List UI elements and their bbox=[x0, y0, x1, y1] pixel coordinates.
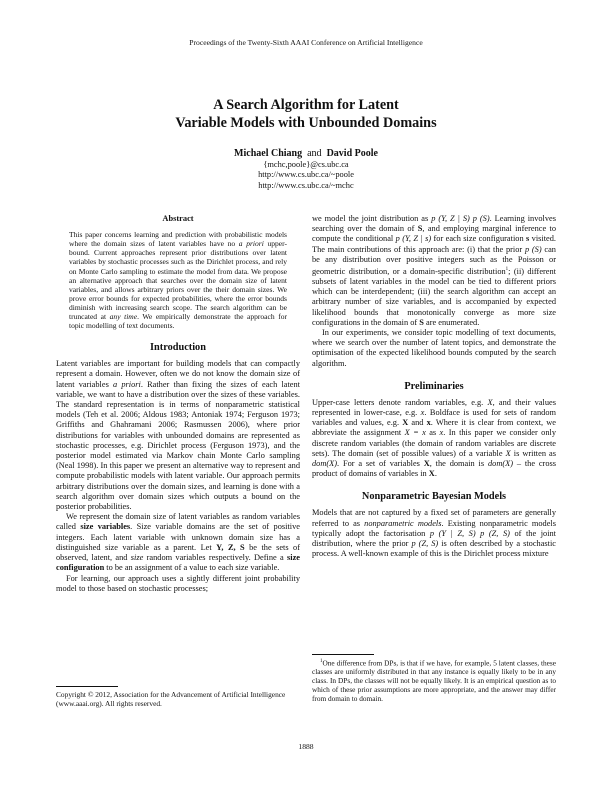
section-heading-preliminaries: Preliminaries bbox=[404, 380, 464, 392]
preliminaries-paragraph: Upper-case letters denote random variables, e.g. X, and their values represented in lower-case, e.g. x. Boldface is used for sets of random variables and values, e.g. X and x. Where it is clear from context, we abbreviate the assignment X = x as x. In this paper we consider only discrete random variables (the domain of random variables are discrete sets). The domain (set of possible values) of a variable X is written as dom(X). For a set of variables X, the domain is dom(X) – the cross product of domains of variables in X. bbox=[312, 397, 557, 479]
footnote-rule-right bbox=[312, 654, 374, 655]
section-heading-nonparametric: Nonparametric Bayesian Models bbox=[361, 491, 507, 503]
intro-paragraph-3-start: For learning, our approach uses a sightly different joint probability model to those based on stochastic processes; bbox=[56, 573, 300, 593]
author-conjunction: and bbox=[307, 148, 322, 159]
abstract-heading: Abstract bbox=[162, 214, 194, 223]
footnote-mark: 1 bbox=[320, 659, 323, 664]
right-column bbox=[312, 214, 556, 559]
abstract-text: This paper concerns learning and prediction with probabilistic models where the domain sizes of latent variables have no a priori upper-bound. Current approaches represent prior distributions over latent variables by stochastic processes such as the Dirichlet process, and rely on Monte Carlo sampling to estimate the model from data. We propose an alternative approach that searches over the domain size of latent variables, and allows arbitrary priors over the their domain sizes. We prove error bounds for expected probabilities, where the error bounds diminish with increasing search scope. The search algorithm can be truncated at any time. We empirically demonstrate the approach for topic modelling of text documents. bbox=[69, 230, 287, 331]
author-url-1[interactable]: http://www.cs.ubc.ca/~poole bbox=[258, 170, 354, 180]
author-email: {mchc,poole}@cs.ubc.ca bbox=[263, 160, 349, 169]
nonparametric-paragraph: Models that are not captured by a fixed set of parameters are generally referred to as nonparametric models. Existing nonparametric models typically adopt the factorisation p (Y | Z, S) p (Z, S) of the joint distribution, where the prior p (Z, S) is often described by a stochastic process. A well-known example of this is the Dirichlet process mixture bbox=[312, 508, 557, 559]
intro-paragraph-4: In our experiments, we consider topic modelling of text documents, where we search over the number of latent topics, and demonstrate the optimisation of the expected likelihood bounds computed by the search algorithm. bbox=[312, 328, 556, 368]
paper-title bbox=[0, 96, 612, 132]
author-url-2[interactable]: http://www.cs.ubc.ca/~mchc bbox=[258, 180, 354, 190]
intro-paragraph-3-cont: we model the joint distribution as p (Y, Z | S) p (S). Learning involves searching over the domain of S, and employing marginal inference to compute the conditional p (Y, Z | s) for each size configuration s visited. The main contributions of this approach are: (i) that the prior p (S) can be any distribution over positive integers such as the Poisson or geometric distribution, or a domain-specific distribution$^1$; (ii) different subsets of latent variables in the model can be tied to different priors which can be interdependent; (iii) the search algorithm can accept an arbitrary number of size variables, and is accompanied by expected likelihood bounds that monotonically converge as more size configurations in the domain of S are enumerated. bbox=[312, 214, 556, 327]
title-line-2: Variable Models with Unbounded Domains bbox=[175, 115, 437, 131]
intro-paragraph-2: We represent the domain size of latent variables as random variables called size variables. Size variable domains are the set of positive integers. Each latent variable with unknown domain size has a distinguished size variable as a parent. Let Y, Z, S be the sets of observed, latent, and size random variables respectively. Define a size configuration to be an assignment of a value to each size variable. bbox=[56, 512, 300, 573]
page-number: 1888 bbox=[298, 742, 314, 751]
section-heading-introduction: Introduction bbox=[150, 342, 206, 354]
footnote-text: $^1$One difference from DPs, is that if we have, for example, 5 latent classes, these classes are uniformly distributed in that any instance is equally likely to be in any class. In DPs, the classes will not be equally likely. It is an empirical question as to which of these prior assumptions are more appropriate, and the answer may differ from domain to domain. bbox=[312, 658, 556, 704]
intro-paragraph-1: Latent variables are important for building models that can compactly represent a domain. However, often we do not know the domain size of latent variables a priori. Rather than fixing the sizes of each latent variable, we want to have a distribution over the sizes of these variables. The standard representation is in terms of nonparametric statistical models (Teh et al. 2006; Aldous 1983; Antoniak 1974; Ferguson 1973; Griffiths and Ghahramani 2006; Rasmussen 2006), where prior distributions for variables with unbounded domains are represented as stochastic processes, e.g. Dirichlet process (Ferguson 1973), and the posterior model estimated via Markov chain Monte Carlo sampling (Neal 1998). In this paper we present an alternative way to represent and compute probabilistic models with latent variable. Our approach permits arbitrary distributions over the domain sizes, and learning is done with a search algorithm over domain sizes which outputs a bound on the posterior probabilities. bbox=[56, 359, 300, 512]
running-head: Proceedings of the Twenty-Sixth AAAI Conference on Artificial Intelligence bbox=[189, 38, 423, 47]
author-2: David Poole bbox=[326, 148, 378, 159]
author-1: Michael Chiang bbox=[234, 148, 303, 159]
author-line bbox=[0, 148, 612, 160]
footnote bbox=[312, 648, 556, 704]
left-column bbox=[56, 214, 300, 594]
title-block bbox=[0, 96, 612, 191]
title-line-1: A Search Algorithm for Latent bbox=[213, 97, 399, 113]
copyright-notice: Copyright © 2012, Association for the Advancement of Artificial Intelligence (www.aaai.org). All rights reserved. bbox=[56, 686, 300, 708]
footnote-ref[interactable]: 1 bbox=[505, 267, 509, 273]
footnote-rule bbox=[56, 686, 118, 687]
